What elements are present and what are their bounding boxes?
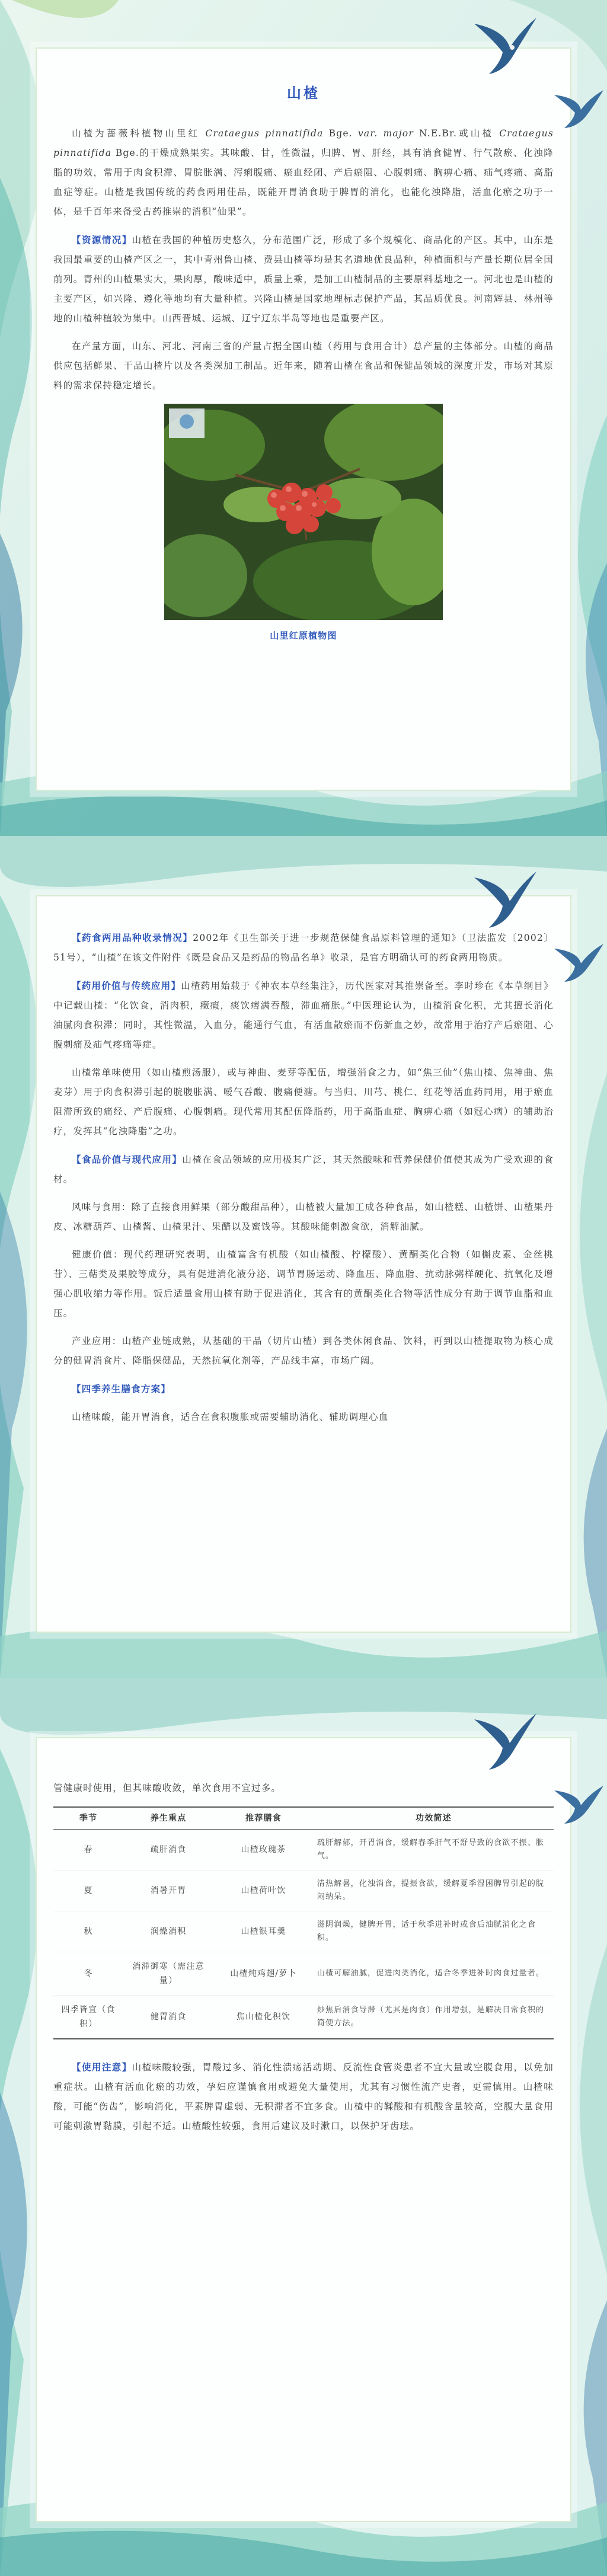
food-value-paragraph: 【食品价值与现代应用】山楂在食品领域的应用极其广泛，其天然酸味和营养保健价值使其成为广受欢迎的食材。 — [53, 1154, 554, 1185]
photo-caption: 山里红原植物图 — [270, 630, 337, 641]
page-3 — [0, 1678, 607, 2576]
swallow-illustration — [551, 83, 605, 130]
table-row: 夏 消暑开胃 山楂荷叶饮 清热解暑，化浊消食，提振食欲，缓解夏季湿困脾胃引起的脘闷纳呆。 — [53, 1870, 554, 1911]
health-paragraph: 健康价值：现代药理研究表明，山楂富含有机酸（如山楂酸、柠檬酸）、黄酮类化合物（如槲皮素、金丝桃苷）、三萜类及果胶等成分，具有促进消化液分泌、调节胃肠运动、降血压、降血脂、抗动脉粥样硬化、抗氧化及增强心肌收缩力等作用。饭后适量食用山楂有助于促进消化，其含有的黄酮类化合物等活性成分有助于调节血脂和血压。 — [53, 1249, 554, 1319]
caution-paragraph: 【使用注意】山楂味酸较强，胃酸过多、消化性溃疡活动期、反流性食管炎患者不宜大量或空腹食用，以免加重症状。山楂有活血化瘀的功效，孕妇应谨慎食用或避免大量使用，尤其有习惯性流产史者，更需慎用。山楂味酸，可能“伤齿”，影响消化，平素脾胃虚弱、无积滞者不宜多食。山楂中的鞣酸和有机酸含量较高，空腹大量食用可能刺激胃黏膜，引起不适。山楂酸性较强，食用后建议及时漱口，以保护牙齿珐。 — [53, 2061, 554, 2131]
swallow-illustration — [551, 1779, 605, 1826]
resources-paragraph: 【资源情况】山楂在我国的种植历史悠久，分布范围广泛，形成了多个规模化、商品化的产区。其中，山东是我国最重要的山楂产区之一，其中青州鲁山楂、费县山楂等均是其名道地优良品种，种植面积与产量长期位居全国前列。青州的山楂果实大，果肉厚，酸味适中，质量上乘，是加工山楂制品的主要原料基地之一。河北也是山楂的主要产区，如兴隆、遵化等地均有大量种植。兴隆山楂是国家地理标志保护产品，其品质优良。河南辉县、林州等地的山楂种植较为集中。山西晋城、运城、辽宁辽东半岛等地也是重要产区。 — [53, 234, 554, 324]
industry-paragraph: 产业应用：山楂产业链成熟，从基础的干品（切片山楂）到各类休闲食品、饮料，再到以山楂提取物为核心成分的健胃消食片、降脂保健品，天然抗氧化剂等，产品线丰富，市场广阔。 — [53, 1336, 554, 1366]
table-row: 冬 消滞御寒（需注意量） 山楂炖鸡翅/萝卜 山楂可解油腻，促进肉类消化，适合冬季进补时肉食过量者。 — [53, 1952, 554, 1996]
seasonal-intro-paragraph: 山楂味酸，能开胃消食，适合在食积腹胀或需要辅助消化、辅助调理心血 — [72, 1412, 389, 1422]
seasonal-heading-paragraph — [53, 1379, 554, 1399]
flavor-paragraph: 风味与食用：除了直接食用鲜果（部分酸甜品种），山楂被大量加工成各种食品，如山楂糕、山楂饼、山楂果丹皮、冰糖葫芦、山楂酱、山楂果汁、果醋以及蜜饯等。其酸味能刺激食欲，消解油腻。 — [53, 1202, 554, 1232]
section-heading: 【食品价值与现代应用】 — [72, 1154, 183, 1165]
swallow-illustration — [468, 1702, 539, 1773]
table-header-row — [53, 1807, 554, 1830]
medicinal-paragraph: 【药用价值与传统应用】山楂药用始载于《神农本草经集注》，历代医家对其推崇备至。李时珍在《本草纲目》中记载山楂：“化饮食，消肉积，癥瘕，痰饮痞满吞酸，滞血痛胀。”中医理论认为，山楂消食化积，尤其擅长消化油腻肉食积滞；同时，其性微温，入血分，能通行气血，有活血散瘀而不伤新血之妙，故常用于治疗产后瘀阻、心腹刺痛及疝气疼痛等症。 — [53, 980, 554, 1050]
column-header: 季节 — [53, 1807, 123, 1830]
column-header: 推荐膳食 — [213, 1807, 314, 1830]
section-heading: 【药食两用品种收录情况】 — [72, 932, 193, 943]
seasonal-diet-table — [53, 1806, 554, 2039]
hawthorn-plant-photo — [164, 404, 443, 620]
column-header: 养生重点 — [123, 1807, 213, 1830]
swallow-illustration — [551, 937, 605, 984]
page-3-content — [53, 1779, 554, 2144]
page-2 — [0, 836, 607, 1678]
column-header: 功效简述 — [314, 1807, 554, 1830]
table-row: 秋 润燥消积 山楂银耳羹 滋阴润燥，健脾开胃，适于秋季进补时或食后油腻消化之食积。 — [53, 1911, 554, 1952]
continuation-paragraph: 管健康时使用，但其味酸收敛，单次食用不宜过多。 — [53, 1783, 282, 1793]
production-paragraph: 在产量方面，山东、河北、河南三省的产量占据全国山楂（药用与食用合计）总产量的主体部分。山楂的商品供应包括鲜果、干品山楂片以及各类深加工制品。近年来，随着山楂在食品和保健品领域的深度开发，市场对其原料的需求保持稳定增长。 — [53, 341, 554, 391]
page-1 — [0, 0, 607, 836]
swallow-illustration — [468, 6, 539, 77]
section-heading: 【药用价值与传统应用】 — [72, 980, 181, 991]
section-heading: 【四季养生膳食方案】 — [72, 1383, 171, 1394]
page-1-content — [53, 83, 554, 646]
swallow-illustration — [468, 860, 539, 931]
usage-paragraph: 山楂常单味使用（如山楂煎汤服），或与神曲、麦芽等配伍，增强消食之力，如“焦三仙”（焦山楂、焦神曲、焦麦芽）用于肉食积滞引起的脘腹胀满、嗳气吞酸、腹痛便溏。与当归、川芎、桃仁、红花等活血药同用，用于瘀血阻滞所致的痛经、产后腹痛、心腹刺痛。现代常用其配伍降脂药，用于高脂血症、胸痹心痛（如冠心病）的辅助治疗，发挥其“化浊降脂”之功。 — [53, 1067, 554, 1137]
table-row: 四季皆宜（食积） 健胃消食 焦山楂化积饮 炒焦后消食导滞（尤其是肉食）作用增强，是解决日常食积的简便方法。 — [53, 1996, 554, 2039]
table-row: 春 疏肝消食 山楂玫瑰茶 疏肝解郁，开胃消食，缓解春季肝气不舒导致的食欲不振、胀气。 — [53, 1830, 554, 1870]
inclusion-paragraph: 【药食两用品种收录情况】2002年《卫生部关于进一步规范保健食品原料管理的通知》（卫法监发〔2002〕51号），“山楂”在该文件附件《既是食品又是药品的物品名单》收录，是官方明确认可的药食两用物质。 — [53, 932, 554, 963]
page-2-content — [53, 928, 554, 1435]
intro-paragraph: 山楂为蔷薇科植物山里红 Crataegus pinnatifida Bge. var. major N.E.Br.或山楂 Crataegus pinnatifida Bge.的干燥成熟果实。其味酸、甘，性微温，归脾、胃、肝经，具有消食健胃、行气散瘀、化浊降脂的功效，常用于肉食积滞、胃脘胀满、泻痢腹痛、瘀血经闭、产后瘀阻、心腹刺痛、胸痹心痛、疝气疼痛、高脂血症等症。山楂是我国传统的药食两用佳品，既能开胃消食助于脾胃的消化，也能化浊降脂，活血化瘀之功于一体，是千百年来备受古药推崇的消积“仙果”。 — [53, 128, 554, 217]
section-heading: 【使用注意】 — [72, 2061, 132, 2073]
page-title: 山楂 — [287, 84, 320, 101]
section-heading: 【资源情况】 — [72, 234, 132, 245]
